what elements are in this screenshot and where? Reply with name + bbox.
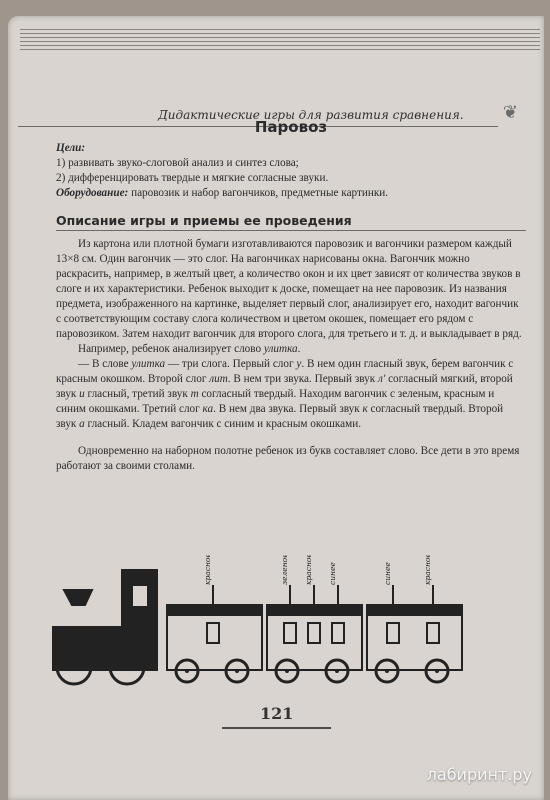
goals-label: Цели: [56,142,86,154]
description-heading: Описание игры и приемы ее проведения [56,213,526,231]
label-wagon2-window3: синее [328,562,337,585]
p2-word: улитка [263,343,298,355]
goal-2: 2) дифференцировать твердые и мягкие согласные звуки. [56,172,329,184]
p3-a: — В слове [78,358,132,370]
p3-d: . В нем один гласный звук, берем вагончик с красным окошком. Второй слог [56,358,514,385]
label-wagon2-window2: красное [304,555,313,585]
train-illustration [52,555,492,695]
p3-n: . В нем два звука. Первый звук [213,403,363,415]
running-title: Дидактические игры для развития сравнения. [158,108,464,122]
section-title: Паровоз [254,118,328,136]
p3-q: а [79,418,85,430]
page-number: 121 [260,704,294,723]
chimney [64,590,92,605]
edge-lines [20,26,540,50]
watermark: лабиринт.ру [426,765,532,784]
p3-c: у [296,358,302,370]
p3-h: согласный мягкий, второй звук [56,373,513,400]
equipment-text: паровозик и набор вагончиков, предметные картинки. [131,187,389,199]
equipment-label: Оборудование: [56,187,129,199]
paragraph-2 [56,342,526,357]
train-svg [52,555,492,695]
p3-p: согласный твердый. Второй звук [56,403,504,430]
p3-f: . В нем три звука. Первый звук [227,373,378,385]
goal-1: 1) развивать звуко-слоговой анализ и синтез слова; [56,157,299,169]
p3-word: улитка [131,358,166,370]
p3-j: гласный, третий звук [84,388,191,400]
p3-g: л' [378,373,386,385]
p3-r: гласный. Кладем вагончик с синим и красным окошками. [84,418,361,430]
p2-lead: Например, ребенок анализирует слово [78,343,264,355]
p3-e: лит [209,373,228,385]
label-wagon3-window2: красное [423,555,432,585]
p3-b: — три слога. Первый слог [165,358,297,370]
p3-l: согласный твердый. Находим вагончик с зеленым, красным и синим окошками. Третий слог [56,388,495,415]
label-wagon3-window1: синее [383,562,392,585]
p3-i: и [79,388,85,400]
label-wagon2-window1: зеленое [280,555,289,585]
p3-m: ка [202,403,214,415]
p2-end: . [297,343,301,355]
label-wagon1-window: красное [203,555,212,585]
paragraph-1: Из картона или плотной бумаги изготавливаются паровозик и вагончики размером каждый 13×8 см. Один вагончик — это слог. На вагончиках нарисованы окна. Вагончик можно раскрасить, например, в желтый цвет, а количество окон и их цвет зависят от количества звуков в слоге и их характеристики. Ребенок выходит к доске, помещает на нее паровозик. Из названия предмета, изображенного на картинке, выделяет первый слог, анализирует его, находит вагончик с соответствующим составу слога количеством и цветом окошек, помещает его рядом с паровозиком. Затем находит вагончик для второго слога, для третьего и т. д. и выкладывает в ряд. [56,238,522,340]
ornament-icon: ❦ [502,102,518,123]
paragraph-3 [56,357,526,432]
locomotive-window [132,585,148,607]
paragraph-4: Одновременно на наборном полотне ребенок из букв составляет слово. Все дети в это время работают за своими столами. [56,445,520,472]
page-content [56,120,526,474]
p3-o: к [362,403,368,415]
equipment-line [56,186,526,201]
p3-k: т [190,388,199,400]
